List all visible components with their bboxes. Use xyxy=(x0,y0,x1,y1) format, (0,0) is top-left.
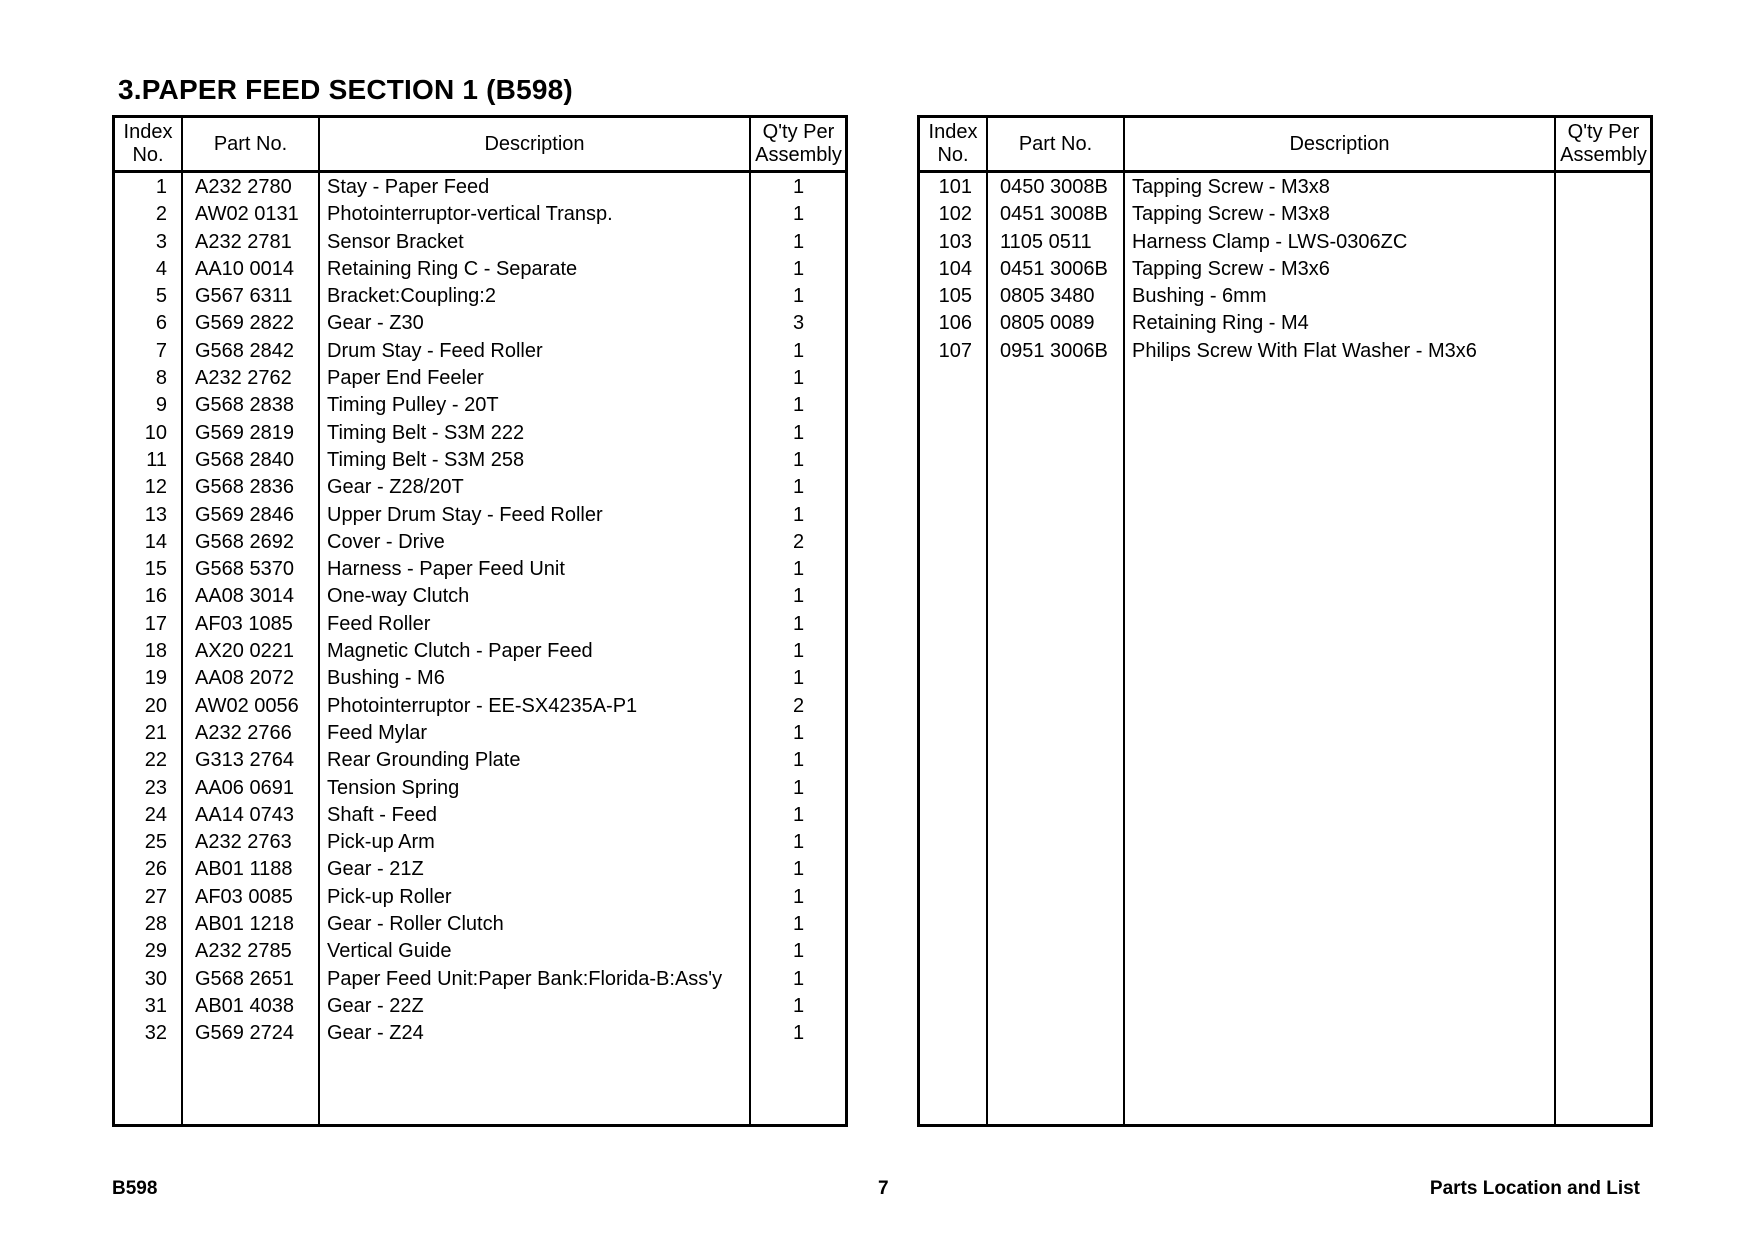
row-quantity: 1 xyxy=(792,257,805,280)
footer-page-number: 7 xyxy=(878,1178,889,1199)
table-row xyxy=(115,638,845,665)
row-part-no: 1105 0511 xyxy=(1000,230,1092,253)
row-quantity: 1 xyxy=(792,1022,805,1045)
row-description: Gear - 21Z xyxy=(327,858,424,881)
row-index: 104 xyxy=(938,257,972,280)
row-index: 1 xyxy=(155,176,167,198)
row-quantity: 1 xyxy=(792,339,805,362)
header-description: Description xyxy=(484,132,585,155)
row-part-no: G569 2846 xyxy=(195,503,294,526)
table-row xyxy=(920,174,1650,201)
header-quantity: Q'ty Per Assembly xyxy=(1560,121,1647,166)
footer-section-title: Parts Location and List xyxy=(1429,1178,1640,1199)
table-row xyxy=(920,256,1650,283)
row-index: 19 xyxy=(144,667,167,690)
table-row xyxy=(115,229,845,256)
table-row xyxy=(115,310,845,337)
row-description: Retaining Ring C - Separate xyxy=(327,257,578,280)
row-part-no: A232 2762 xyxy=(195,367,292,390)
table-row xyxy=(115,502,845,529)
row-index: 102 xyxy=(938,203,972,226)
row-part-no: A232 2780 xyxy=(195,176,292,198)
row-part-no: 0805 3480 xyxy=(1000,285,1095,308)
row-part-no: 0451 3006B xyxy=(1000,257,1108,280)
row-part-no: 0951 3006B xyxy=(1000,339,1108,362)
row-part-no: G568 2651 xyxy=(195,967,294,990)
row-description: Tapping Screw - M3x8 xyxy=(1132,203,1330,226)
row-description: Tapping Screw - M3x8 xyxy=(1132,176,1330,198)
table-row xyxy=(115,583,845,610)
row-quantity: 2 xyxy=(792,694,805,717)
row-quantity: 1 xyxy=(792,558,805,581)
row-index: 7 xyxy=(155,339,167,362)
row-quantity: 2 xyxy=(792,530,805,553)
row-part-no: G313 2764 xyxy=(195,749,294,772)
row-description: Gear - 22Z xyxy=(327,994,424,1017)
row-index: 20 xyxy=(144,694,167,717)
row-description: Vertical Guide xyxy=(327,940,452,963)
row-quantity: 1 xyxy=(792,885,805,908)
table-row xyxy=(115,338,845,365)
row-part-no: AW02 0131 xyxy=(195,203,299,226)
row-quantity: 1 xyxy=(792,285,805,308)
row-quantity: 1 xyxy=(792,476,805,499)
row-description: Sensor Bracket xyxy=(327,230,464,253)
row-part-no: AA10 0014 xyxy=(195,257,294,280)
header-divider xyxy=(115,170,845,173)
row-description: Shaft - Feed xyxy=(327,803,438,826)
row-part-no: A232 2766 xyxy=(195,721,292,744)
row-description: Rear Grounding Plate xyxy=(327,749,521,772)
row-description: Timing Pulley - 20T xyxy=(327,394,499,417)
row-index: 101 xyxy=(938,176,972,198)
row-index: 8 xyxy=(155,367,167,390)
row-part-no: G568 2840 xyxy=(195,448,294,471)
row-index: 18 xyxy=(144,640,167,663)
row-part-no: A232 2785 xyxy=(195,940,292,963)
row-quantity: 1 xyxy=(792,994,805,1017)
table-row xyxy=(115,420,845,447)
row-description: Paper Feed Unit:Paper Bank:Florida-B:Ass'y xyxy=(327,967,723,990)
row-part-no: G569 2819 xyxy=(195,421,294,444)
row-index: 103 xyxy=(938,230,972,253)
table-row xyxy=(920,338,1650,365)
table-row xyxy=(115,1020,845,1047)
table-row xyxy=(115,447,845,474)
row-index: 32 xyxy=(144,1022,167,1045)
header-part-no: Part No. xyxy=(1018,132,1093,155)
table-row xyxy=(115,201,845,228)
header-description: Description xyxy=(1289,132,1390,155)
row-description: Stay - Paper Feed xyxy=(327,176,490,198)
row-index: 105 xyxy=(938,285,972,308)
table-row xyxy=(920,201,1650,228)
row-quantity: 1 xyxy=(792,913,805,936)
row-description: Timing Belt - S3M 258 xyxy=(327,448,525,471)
row-description: Gear - Roller Clutch xyxy=(327,913,504,936)
table-row xyxy=(115,556,845,583)
row-description: Bushing - M6 xyxy=(327,667,445,690)
row-index: 6 xyxy=(155,312,167,335)
row-part-no: G569 2822 xyxy=(195,312,294,335)
row-quantity: 1 xyxy=(792,203,805,226)
row-description: Pick-up Arm xyxy=(327,831,435,854)
row-description: Pick-up Roller xyxy=(327,885,452,908)
table-row xyxy=(115,174,845,201)
row-quantity: 1 xyxy=(792,585,805,608)
row-quantity: 1 xyxy=(792,667,805,690)
row-description: Harness Clamp - LWS-0306ZC xyxy=(1132,230,1408,253)
header-quantity: Q'ty Per Assembly xyxy=(755,121,842,166)
row-quantity: 1 xyxy=(792,230,805,253)
row-quantity: 1 xyxy=(792,176,805,198)
table-row xyxy=(115,938,845,965)
row-index: 10 xyxy=(144,421,167,444)
row-part-no: 0805 0089 xyxy=(1000,312,1095,335)
row-description: Bushing - 6mm xyxy=(1132,285,1267,308)
table-row xyxy=(115,884,845,911)
row-description: Tension Spring xyxy=(327,776,460,799)
row-quantity: 1 xyxy=(792,858,805,881)
row-part-no: AB01 1188 xyxy=(195,858,293,881)
row-index: 29 xyxy=(144,940,167,963)
row-description: Gear - Z30 xyxy=(327,312,424,335)
row-description: Drum Stay - Feed Roller xyxy=(327,339,543,362)
row-description: Photointerruptor-vertical Transp. xyxy=(327,203,613,226)
row-quantity: 1 xyxy=(792,967,805,990)
table-row xyxy=(115,283,845,310)
row-quantity: 1 xyxy=(792,421,805,444)
table-row xyxy=(115,392,845,419)
row-description: Harness - Paper Feed Unit xyxy=(327,558,565,581)
row-part-no: AF03 1085 xyxy=(195,612,293,635)
row-quantity: 3 xyxy=(792,312,805,335)
row-index: 2 xyxy=(155,203,167,226)
table-row xyxy=(115,911,845,938)
row-quantity: 1 xyxy=(792,749,805,772)
table-row xyxy=(115,829,845,856)
row-part-no: AA08 3014 xyxy=(195,585,294,608)
row-part-no: AB01 1218 xyxy=(195,913,294,936)
table-row xyxy=(115,775,845,802)
row-index: 31 xyxy=(144,994,167,1017)
row-index: 24 xyxy=(144,803,167,826)
row-index: 30 xyxy=(144,967,167,990)
row-index: 3 xyxy=(155,230,167,253)
row-quantity: 1 xyxy=(792,640,805,663)
row-quantity: 1 xyxy=(792,448,805,471)
table-row xyxy=(115,611,845,638)
row-part-no: AW02 0056 xyxy=(195,694,299,717)
table-row xyxy=(115,529,845,556)
row-part-no: G569 2724 xyxy=(195,1022,294,1045)
row-index: 23 xyxy=(144,776,167,799)
row-index: 22 xyxy=(144,749,167,772)
row-description: Timing Belt - S3M 222 xyxy=(327,421,525,444)
header-part-no: Part No. xyxy=(213,132,288,155)
row-description: Upper Drum Stay - Feed Roller xyxy=(327,503,603,526)
table-row xyxy=(115,693,845,720)
row-part-no: AA08 2072 xyxy=(195,667,294,690)
row-part-no: AA14 0743 xyxy=(195,803,294,826)
row-quantity: 1 xyxy=(792,394,805,417)
row-quantity: 1 xyxy=(792,721,805,744)
row-part-no: 0451 3008B xyxy=(1000,203,1108,226)
row-part-no: G568 2838 xyxy=(195,394,294,417)
row-part-no: G568 2842 xyxy=(195,339,294,362)
row-description: Cover - Drive xyxy=(327,530,445,553)
row-index: 11 xyxy=(146,448,167,471)
row-description: Magnetic Clutch - Paper Feed xyxy=(327,640,593,663)
row-description: Gear - Z28/20T xyxy=(327,476,464,499)
row-description: Photointerruptor - EE-SX4235A-P1 xyxy=(327,694,638,717)
row-index: 26 xyxy=(144,858,167,881)
header-divider xyxy=(920,170,1650,173)
row-description: Retaining Ring - M4 xyxy=(1132,312,1309,335)
table-row xyxy=(115,802,845,829)
row-description: Tapping Screw - M3x6 xyxy=(1132,257,1330,280)
table-row xyxy=(115,365,845,392)
row-part-no: 0450 3008B xyxy=(1000,176,1108,198)
row-description: Bracket:Coupling:2 xyxy=(327,285,496,308)
row-index: 17 xyxy=(144,612,167,635)
row-part-no: AF03 0085 xyxy=(195,885,293,908)
row-part-no: G567 6311 xyxy=(195,285,293,308)
table-row xyxy=(115,993,845,1020)
row-description: Paper End Feeler xyxy=(327,367,484,390)
row-part-no: G568 2692 xyxy=(195,530,294,553)
parts-table-right xyxy=(917,115,1653,1127)
row-index: 9 xyxy=(155,394,167,417)
row-index: 28 xyxy=(144,913,167,936)
table-row xyxy=(920,229,1650,256)
rows-left xyxy=(115,174,845,1048)
row-quantity: 1 xyxy=(792,612,805,635)
row-part-no: AA06 0691 xyxy=(195,776,294,799)
row-index: 27 xyxy=(144,885,167,908)
table-row xyxy=(115,665,845,692)
table-row xyxy=(115,747,845,774)
header-index: Index No. xyxy=(928,121,978,166)
row-description: Feed Roller xyxy=(327,612,431,635)
row-description: One-way Clutch xyxy=(327,585,470,608)
row-quantity: 1 xyxy=(792,831,805,854)
footer-model: B598 xyxy=(112,1178,158,1199)
page-title: 3.PAPER FEED SECTION 1 (B598) xyxy=(118,74,573,105)
row-part-no: G568 2836 xyxy=(195,476,294,499)
row-index: 106 xyxy=(938,312,972,335)
row-part-no: G568 5370 xyxy=(195,558,294,581)
row-quantity: 1 xyxy=(792,803,805,826)
row-index: 5 xyxy=(155,285,167,308)
row-index: 12 xyxy=(144,476,167,499)
parts-table-left xyxy=(112,115,848,1127)
header-index: Index No. xyxy=(123,121,173,166)
table-row xyxy=(920,283,1650,310)
row-part-no: AB01 4038 xyxy=(195,994,294,1017)
row-quantity: 1 xyxy=(792,503,805,526)
row-description: Feed Mylar xyxy=(327,721,428,744)
row-description: Gear - Z24 xyxy=(327,1022,424,1045)
table-row xyxy=(115,256,845,283)
row-index: 14 xyxy=(144,530,167,553)
table-row xyxy=(115,966,845,993)
row-quantity: 1 xyxy=(792,940,805,963)
row-description: Philips Screw With Flat Washer - M3x6 xyxy=(1132,339,1477,362)
row-index: 15 xyxy=(144,558,167,581)
row-index: 107 xyxy=(938,339,972,362)
row-index: 21 xyxy=(144,721,167,744)
row-index: 25 xyxy=(144,831,167,854)
table-row xyxy=(920,310,1650,337)
row-part-no: AX20 0221 xyxy=(195,640,294,663)
row-quantity: 1 xyxy=(792,367,805,390)
row-quantity: 1 xyxy=(792,776,805,799)
table-row xyxy=(115,720,845,747)
row-part-no: A232 2763 xyxy=(195,831,292,854)
table-row xyxy=(115,856,845,883)
row-part-no: A232 2781 xyxy=(195,230,292,253)
table-row xyxy=(115,474,845,501)
row-index: 16 xyxy=(144,585,167,608)
row-index: 13 xyxy=(144,503,167,526)
row-index: 4 xyxy=(155,257,167,280)
rows-right xyxy=(920,174,1650,365)
